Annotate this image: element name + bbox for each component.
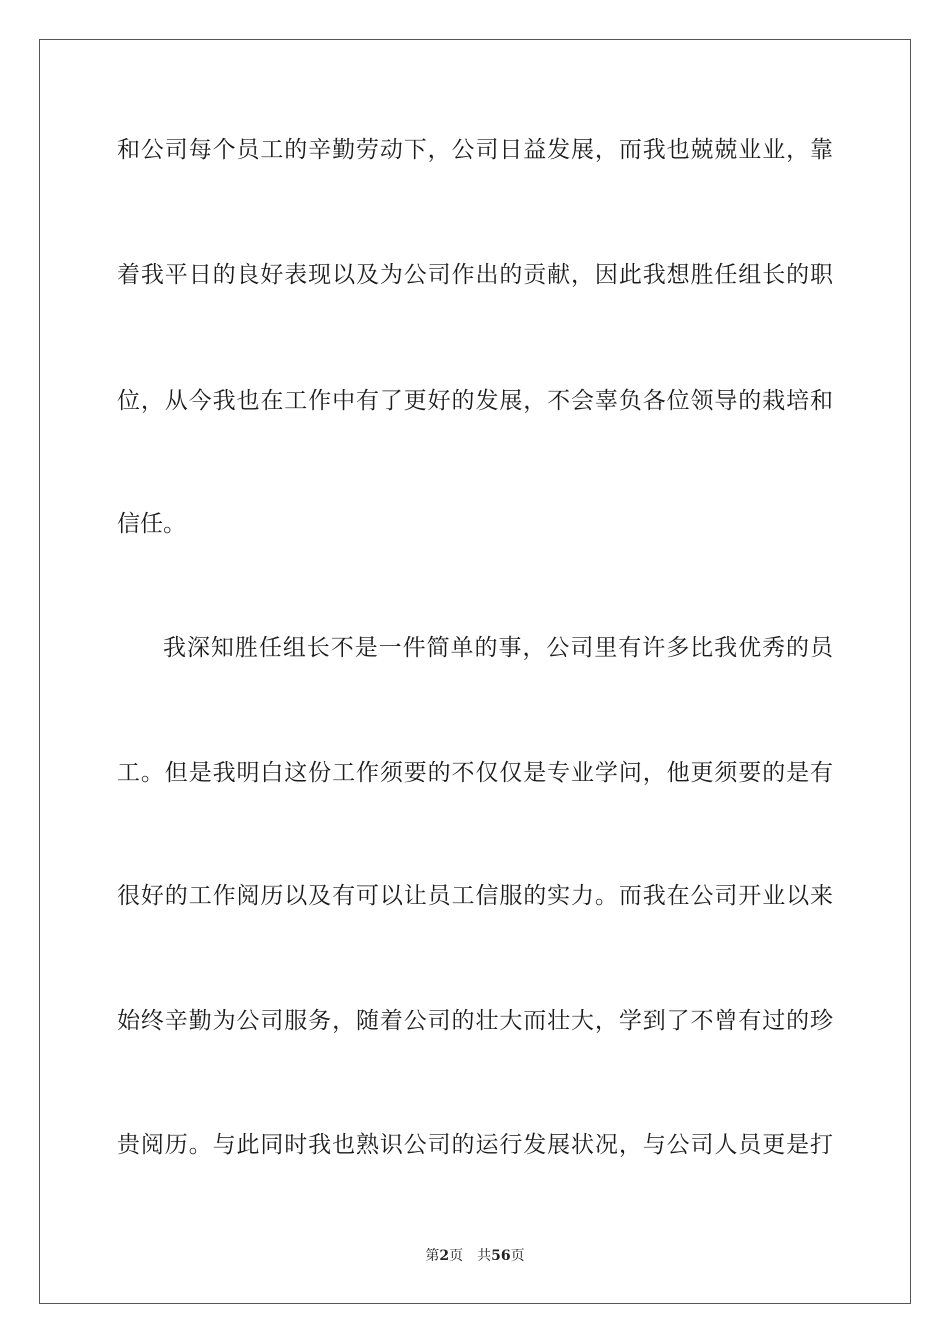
body-line-7: 很好的工作阅历以及有可以让员工信服的实力。而我在公司开业以来 (117, 883, 833, 909)
body-line-6: 工。但是我明白这份工作须要的不仅仅是专业学问，他更须要的是有 (117, 760, 833, 786)
footer-total-prefix: 共 (477, 1248, 492, 1264)
footer-page-prefix: 第 (425, 1248, 440, 1264)
footer-total-pages: 56 (491, 1248, 511, 1264)
body-line-3: 位，从今我也在工作中有了更好的发展，不会辜负各位领导的栽培和 (117, 388, 833, 414)
body-line-4: 信任。 (117, 511, 186, 537)
body-line-5: 我深知胜任组长不是一件简单的事，公司里有许多比我优秀的员 (163, 635, 833, 661)
page-frame (39, 39, 911, 1304)
body-line-2: 着我平日的良好表现以及为公司作出的贡献，因此我想胜任组长的职 (117, 262, 833, 288)
body-line-9: 贵阅历。与此同时我也熟识公司的运行发展状况，与公司人员更是打 (117, 1132, 833, 1158)
page-footer (0, 1244, 950, 1268)
body-line-8: 始终辛勤为公司服务，随着公司的壮大而壮大，学到了不曾有过的珍 (117, 1008, 833, 1034)
body-line-1: 和公司每个员工的辛勤劳动下，公司日益发展，而我也兢兢业业，靠 (117, 137, 833, 163)
footer-page-suffix: 页 (449, 1248, 464, 1264)
footer-total-suffix: 页 (510, 1248, 525, 1264)
footer-page-number: 2 (439, 1248, 450, 1264)
